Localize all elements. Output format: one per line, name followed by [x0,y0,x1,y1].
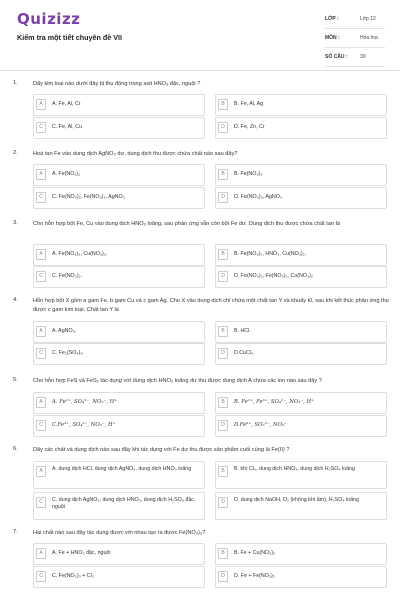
meta-key: SỐ CÂU : [325,54,348,60]
meta-value: Lớp 12 [360,16,376,22]
option-letter: D [218,192,228,203]
option-text: D. Fe(NO₃)₂, Fe(NO₃)₃, Cu(NO₃)₂ [234,273,313,279]
meta-key: LỚP : [325,16,339,22]
option-text: D. dung dịch NaOH, O₂ (không khí ẩm), H₂SO₄ loãng [234,497,359,503]
option-letter: D [218,420,228,431]
option-letter: A [36,326,46,337]
option-letter: D [218,348,228,359]
meta-row-class [325,13,385,29]
option-b[interactable] [215,461,387,489]
option-a[interactable] [33,461,205,489]
option-text: A. Fe + HNO₃ đặc, nguội [52,550,111,556]
option-b[interactable] [215,321,387,343]
option-text: A. Fe²⁺, SO₄²⁻, NO₃⁻, H⁺ [52,399,118,405]
option-text: C.Fe³⁺, SO₄²⁻, NO₃⁻, H⁺ [52,422,116,428]
option-d[interactable] [215,266,387,288]
option-text: C. Fe(NO₃)₃ + Cl₂ [52,573,94,579]
option-c[interactable] [33,187,205,209]
option-d[interactable] [215,566,387,588]
question-text: Dãy các chất và dung dịch nào sau đây khi tác dụng với Fe dư thu được sản phẩm cuối cùng là Fe(II) ? [33,447,290,453]
option-c[interactable] [33,415,205,437]
option-text: D.CuCl₂. [234,350,255,356]
worksheet-header [0,0,400,71]
question-text: Hai chất nào sau đây tác dụng được với nhau tạo ra được Fe(NO₃)₃? [33,530,206,536]
option-text: B. Fe + Cu(NO₃)₂ [234,550,276,556]
option-text: A. AgNO₃. [52,328,77,334]
option-letter: A [36,397,46,408]
question-number: 7. [13,529,18,535]
option-text: A. dung dịch HCl, dung dịch AgNO₃, dung dịch HNO₃ loãng [52,466,192,472]
question-text: Dãy kim loại nào dưới đây bị thụ động trong axit HNO₃ đặc, nguội ? [33,81,201,87]
option-letter: B [218,326,228,337]
option-text: A. Fe(NO₃)₂ [52,171,81,177]
option-c[interactable] [33,266,205,288]
option-letter: A [36,249,46,260]
option-text: C. Fe₂(SO₄)₃. [52,350,84,356]
option-text: D. Fe + Fe(NO₃)₂ [234,573,275,579]
question-text: Cho hỗn hợp bột Fe, Cu vào dung dịch HNO₃ loãng, sau phản ứng vẫn còn bột Fe dư. Dung dịch thu được chứa chất tan là [33,221,340,227]
question-text: Hoà tan Fe vào dung dịch AgNO₃ dư, dung dịch thu được chứa chất nào sau đây? [33,151,238,157]
option-b[interactable] [215,244,387,266]
question-number: 1. [13,80,18,86]
option-text: B. Fe(NO₃)₃, HNO₃, Cu(NO₃)₂. [234,251,307,257]
option-a[interactable] [33,321,205,343]
option-letter: C [36,420,46,431]
option-letter: B [218,466,228,477]
option-d[interactable] [215,492,387,520]
option-text: D. Fe, Zn, Cr [234,124,265,130]
option-a[interactable] [33,164,205,186]
option-letter: A [36,548,46,559]
option-b[interactable] [215,164,387,186]
option-letter: C [36,348,46,359]
option-letter: D [218,497,228,508]
option-d[interactable] [215,415,387,437]
option-b[interactable] [215,543,387,565]
option-c[interactable] [33,343,205,365]
option-text: D. Fe(NO₃)₃, AgNO₃ [234,194,282,200]
option-d[interactable] [215,117,387,139]
option-letter: D [218,571,228,582]
option-letter: B [218,397,228,408]
option-a[interactable] [33,543,205,565]
option-letter: B [218,249,228,260]
option-text: B. Fe, Al, Ag [234,101,264,107]
option-d[interactable] [215,187,387,209]
option-letter: D [218,271,228,282]
option-text: D.Fe³⁺, SO₃²⁻, NO₃⁻ [234,422,287,428]
question-number: 6. [13,446,18,452]
option-c[interactable] [33,117,205,139]
question-text: Cho hỗn hợp FeS và FeS₂ tác dụng với dung dịch HNO₃ loãng dư thu được dung dịch A chứa các ion nào sau đây ? [33,378,322,384]
option-letter: A [36,99,46,110]
option-c[interactable] [33,566,205,588]
worksheet-meta [325,13,385,70]
option-letter: C [36,122,46,133]
question-number: 2. [13,150,18,156]
question-text: Hỗn hợp bột X gồm a gam Fe, b gam Cu và c gam Ag. Cho X vào dung dịch chỉ chứa một chất tan Y và khuấy kĩ, sau khi kết thúc phản ứng thu được c gam kim loại. Chất tan Y là [33,298,389,313]
meta-row-subject [325,32,385,48]
option-text: C. Fe, Al, Cu [52,124,83,130]
option-letter: B [218,548,228,559]
option-text: C. Fe(NO₃)₂, Fe(NO₃)₃, AgNO₃ [52,194,125,200]
meta-key: MÔN : [325,35,340,41]
option-letter: C [36,497,46,508]
option-letter: B [218,169,228,180]
meta-value: Hóa học [360,35,379,41]
option-letter: C [36,192,46,203]
option-text: B. Fe(NO₃)₃ [234,171,263,177]
option-b[interactable] [215,392,387,414]
quizizz-logo: Quizizz [17,10,81,28]
option-letter: C [36,571,46,582]
option-letter: A [36,466,46,477]
option-text: C. Fe(NO₃)₂. [52,273,83,279]
option-b[interactable] [215,94,387,116]
question-number: 4. [13,297,18,303]
option-letter: D [218,122,228,133]
meta-value: 30 [360,54,366,60]
option-text: C. dung dịch AgNO₃, dung dịch HNO₃, dung dịch H₂SO₄ đặc, nguội [52,497,196,510]
option-d[interactable] [215,343,387,365]
option-letter: B [218,99,228,110]
question-number: 3. [13,220,18,226]
option-letter: A [36,169,46,180]
option-text: B. khí Cl₂, dung dịch HNO₃, dung dịch H₂SO₄ loãng [234,466,355,472]
worksheet-title: Kiểm tra một tiết chuyên đề VII [17,33,123,42]
option-a[interactable] [33,94,205,116]
option-c[interactable] [33,492,205,520]
option-text: B. Fe²⁺, Fe³⁺, SO₄²⁻, NO₃⁻, H⁺ [234,399,314,405]
question-number: 5. [13,377,18,383]
option-letter: C [36,271,46,282]
meta-row-count [325,51,385,67]
option-text: A. Fe, Al, Cr [52,101,81,107]
option-text: B. HCl. [234,328,251,334]
option-a[interactable] [33,244,205,266]
option-text: A. Fe(NO₃)₃, Cu(NO₃)₂. [52,251,108,257]
option-a[interactable] [33,392,205,414]
